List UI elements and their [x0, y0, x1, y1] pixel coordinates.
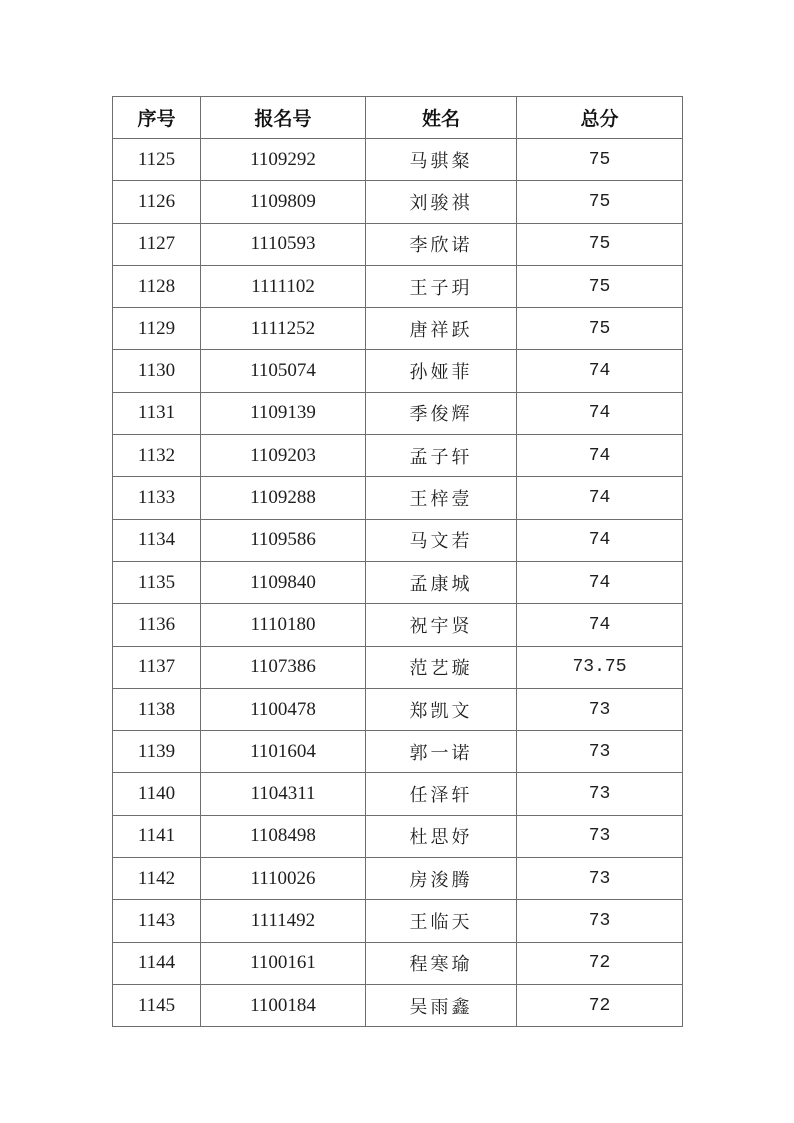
cell-score: 73	[517, 773, 683, 815]
table-row	[113, 858, 683, 900]
table-row	[113, 900, 683, 942]
cell-name: 郭一诺	[366, 731, 517, 773]
cell-seq: 1136	[113, 604, 201, 646]
table-header-row	[113, 97, 683, 139]
cell-seq: 1130	[113, 350, 201, 392]
cell-reg-no: 1109139	[201, 392, 366, 434]
table-row	[113, 773, 683, 815]
cell-name: 刘骏祺	[366, 181, 517, 223]
cell-seq: 1139	[113, 731, 201, 773]
cell-score: 73	[517, 688, 683, 730]
cell-seq: 1131	[113, 392, 201, 434]
cell-seq: 1127	[113, 223, 201, 265]
cell-reg-no: 1109586	[201, 519, 366, 561]
cell-score: 73	[517, 900, 683, 942]
cell-reg-no: 1111492	[201, 900, 366, 942]
cell-score: 74	[517, 477, 683, 519]
cell-seq: 1140	[113, 773, 201, 815]
cell-seq: 1135	[113, 561, 201, 603]
cell-score: 73	[517, 815, 683, 857]
cell-name: 王子玥	[366, 265, 517, 307]
header-score: 总分	[517, 97, 683, 139]
cell-reg-no: 1110593	[201, 223, 366, 265]
cell-score: 73	[517, 731, 683, 773]
cell-name: 程寒瑜	[366, 942, 517, 984]
cell-name: 马文若	[366, 519, 517, 561]
table-row	[113, 815, 683, 857]
cell-name: 王临天	[366, 900, 517, 942]
cell-score: 74	[517, 519, 683, 561]
cell-name: 孙娅菲	[366, 350, 517, 392]
cell-score: 72	[517, 942, 683, 984]
cell-reg-no: 1109840	[201, 561, 366, 603]
cell-reg-no: 1105074	[201, 350, 366, 392]
cell-seq: 1125	[113, 139, 201, 181]
cell-seq: 1143	[113, 900, 201, 942]
cell-score: 73	[517, 858, 683, 900]
cell-name: 郑凯文	[366, 688, 517, 730]
cell-reg-no: 1109203	[201, 435, 366, 477]
cell-score: 74	[517, 350, 683, 392]
cell-reg-no: 1100184	[201, 984, 366, 1026]
header-name: 姓名	[366, 97, 517, 139]
cell-score: 74	[517, 561, 683, 603]
cell-seq: 1145	[113, 984, 201, 1026]
cell-score: 75	[517, 223, 683, 265]
cell-score: 75	[517, 181, 683, 223]
cell-name: 李欣诺	[366, 223, 517, 265]
header-seq: 序号	[113, 97, 201, 139]
table-row	[113, 308, 683, 350]
cell-name: 孟子轩	[366, 435, 517, 477]
cell-seq: 1141	[113, 815, 201, 857]
cell-name: 季俊辉	[366, 392, 517, 434]
cell-seq: 1144	[113, 942, 201, 984]
table-body	[113, 139, 683, 1027]
cell-reg-no: 1101604	[201, 731, 366, 773]
cell-reg-no: 1109288	[201, 477, 366, 519]
cell-reg-no: 1111252	[201, 308, 366, 350]
cell-score: 72	[517, 984, 683, 1026]
table-row	[113, 350, 683, 392]
table-row	[113, 265, 683, 307]
cell-name: 杜思妤	[366, 815, 517, 857]
table-row	[113, 392, 683, 434]
cell-seq: 1137	[113, 646, 201, 688]
table-row	[113, 223, 683, 265]
table-row	[113, 984, 683, 1026]
table-row	[113, 731, 683, 773]
table-row	[113, 435, 683, 477]
cell-score: 75	[517, 308, 683, 350]
cell-reg-no: 1104311	[201, 773, 366, 815]
cell-name: 马骐粲	[366, 139, 517, 181]
cell-score: 73.75	[517, 646, 683, 688]
cell-reg-no: 1110026	[201, 858, 366, 900]
cell-score: 74	[517, 435, 683, 477]
cell-name: 房浚腾	[366, 858, 517, 900]
table-row	[113, 519, 683, 561]
cell-seq: 1133	[113, 477, 201, 519]
cell-seq: 1142	[113, 858, 201, 900]
cell-reg-no: 1110180	[201, 604, 366, 646]
cell-seq: 1129	[113, 308, 201, 350]
cell-seq: 1138	[113, 688, 201, 730]
cell-reg-no: 1100478	[201, 688, 366, 730]
cell-name: 范艺璇	[366, 646, 517, 688]
cell-name: 祝宇贤	[366, 604, 517, 646]
cell-reg-no: 1108498	[201, 815, 366, 857]
cell-reg-no: 1109292	[201, 139, 366, 181]
cell-seq: 1128	[113, 265, 201, 307]
table-row	[113, 477, 683, 519]
score-table	[112, 96, 683, 1027]
cell-reg-no: 1107386	[201, 646, 366, 688]
cell-score: 74	[517, 604, 683, 646]
cell-reg-no: 1109809	[201, 181, 366, 223]
table-row	[113, 139, 683, 181]
table-row	[113, 646, 683, 688]
table-row	[113, 561, 683, 603]
cell-seq: 1132	[113, 435, 201, 477]
cell-name: 任泽轩	[366, 773, 517, 815]
cell-name: 王梓壹	[366, 477, 517, 519]
cell-name: 孟康城	[366, 561, 517, 603]
header-reg-no: 报名号	[201, 97, 366, 139]
table-row	[113, 181, 683, 223]
cell-reg-no: 1111102	[201, 265, 366, 307]
cell-seq: 1134	[113, 519, 201, 561]
cell-name: 唐祥跃	[366, 308, 517, 350]
cell-name: 吴雨鑫	[366, 984, 517, 1026]
cell-score: 75	[517, 139, 683, 181]
cell-seq: 1126	[113, 181, 201, 223]
cell-score: 74	[517, 392, 683, 434]
cell-score: 75	[517, 265, 683, 307]
table-row	[113, 942, 683, 984]
table-row	[113, 604, 683, 646]
table-row	[113, 688, 683, 730]
cell-reg-no: 1100161	[201, 942, 366, 984]
